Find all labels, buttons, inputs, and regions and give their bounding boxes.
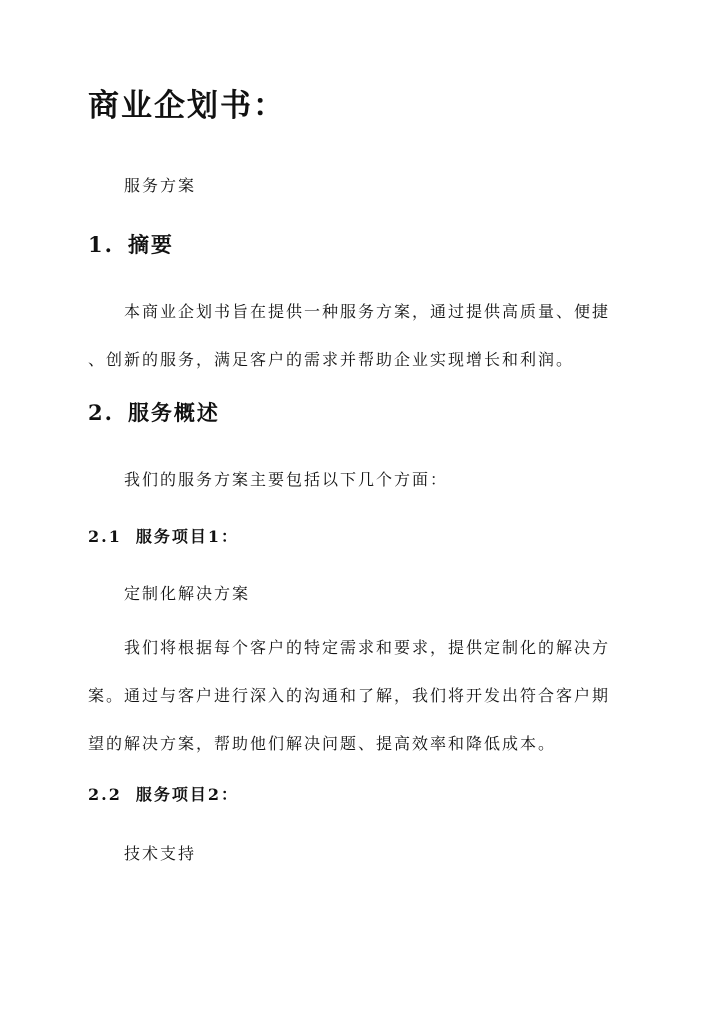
- section-1-body-line-2: 、创新的服务，满足客户的需求并帮助企业实现增长和利润。: [88, 350, 575, 369]
- section-1-title: 摘要: [127, 232, 174, 257]
- item-2-2-title: 服务项目2：: [135, 785, 239, 804]
- item-2-1-body-line-1: 我们将根据每个客户的特定需求和要求，提供定制化的解决方: [124, 638, 611, 657]
- document-subtitle: 服务方案: [124, 176, 197, 195]
- item-2-1-body: [88, 624, 636, 768]
- item-2-1-name: 定制化解决方案: [124, 584, 251, 603]
- item-2-2-name: 技术支持: [124, 844, 197, 863]
- item-2-1-number: 2.1: [88, 527, 122, 546]
- item-2-1-title: 服务项目1：: [135, 527, 239, 546]
- section-2-heading: [88, 398, 220, 428]
- item-2-2-number: 2.2: [88, 785, 122, 804]
- section-1-body: [88, 288, 636, 384]
- section-1-heading: [88, 230, 174, 260]
- item-2-1-body-line-3: 望的解决方案，帮助他们解决问题、提高效率和降低成本。: [88, 734, 557, 753]
- item-2-1-heading: [88, 525, 239, 549]
- document-title: 商业企划书：: [88, 88, 286, 124]
- item-2-1-body-line-2: 案。通过与客户进行深入的沟通和了解，我们将开发出符合客户期: [88, 686, 611, 705]
- section-1-number: 1.: [88, 232, 114, 257]
- section-2-title: 服务概述: [127, 400, 220, 425]
- section-2-intro: 我们的服务方案主要包括以下几个方面：: [124, 470, 449, 489]
- section-2-number: 2.: [88, 400, 114, 425]
- item-2-2-heading: [88, 783, 239, 807]
- section-1-body-line-1: 本商业企划书旨在提供一种服务方案，通过提供高质量、便捷: [124, 302, 611, 321]
